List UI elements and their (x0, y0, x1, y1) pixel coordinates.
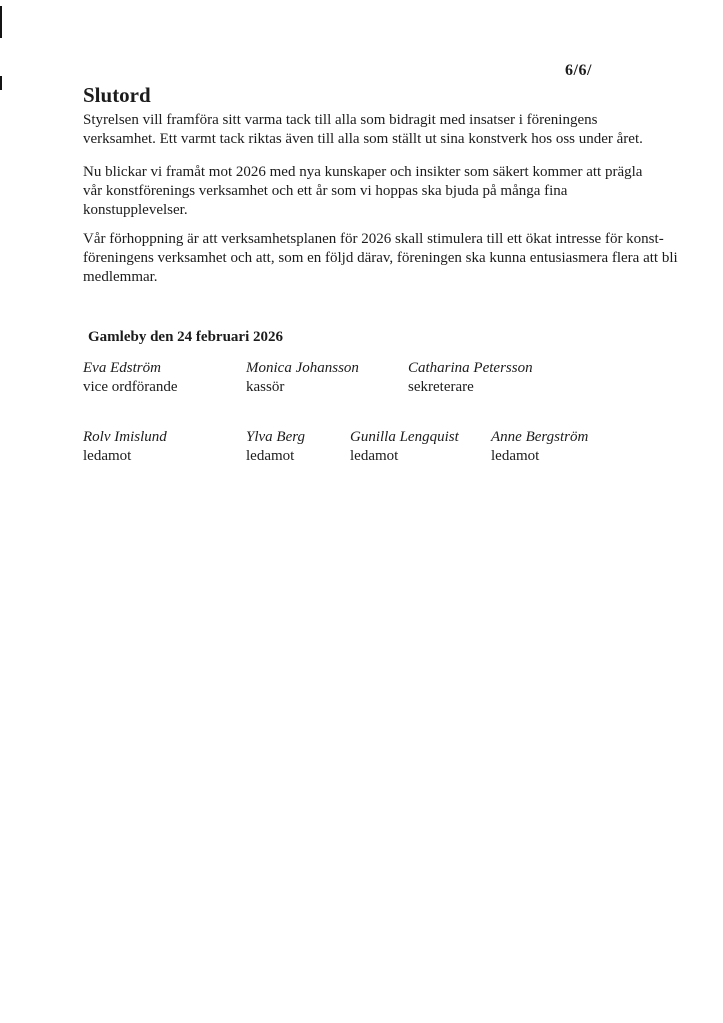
page-title: Slutord (83, 83, 151, 107)
paragraph-line: vår konstförenings verksamhet och ett år som vi hoppas ska bjuda på många fina (83, 183, 568, 199)
signer-title: ledamot (491, 448, 540, 464)
scan-artifact-line (0, 6, 2, 38)
signature-block (246, 359, 359, 397)
signature-block (350, 428, 459, 466)
signature-block (491, 428, 588, 466)
signature-block (246, 428, 305, 466)
signer-name: Eva Edström (83, 360, 161, 376)
paragraph-hope (83, 230, 678, 287)
paragraph-line: medlemmar. (83, 269, 158, 285)
scan-artifact-line (0, 76, 2, 90)
paragraph-thanks (83, 111, 643, 149)
paragraph-outlook (83, 163, 642, 220)
signer-name: Monica Johansson (246, 360, 359, 376)
signer-title: ledamot (246, 448, 295, 464)
signer-name: Ylva Berg (246, 429, 306, 445)
page-number: 6/6/ (565, 62, 592, 79)
paragraph-line: föreningens verksamhet och att, som en följd därav, föreningen ska kunna entusiasmera flera att bli (83, 250, 678, 266)
paragraph-line: Nu blickar vi framåt mot 2026 med nya kunskaper och insikter som säkert kommer att prägla (83, 164, 643, 180)
signer-title: ledamot (83, 448, 132, 464)
signer-title: ledamot (350, 448, 399, 464)
signer-title: vice ordförande (83, 379, 178, 395)
date-place-line: Gamleby den 24 februari 2026 (88, 329, 283, 345)
paragraph-line: Styrelsen vill framföra sitt varma tack till alla som bidragit med insatser i föreningens (83, 112, 598, 128)
signature-block (83, 428, 167, 466)
signer-title: sekreterare (408, 379, 474, 395)
signature-block (83, 359, 178, 397)
signer-name: Anne Bergström (491, 429, 589, 445)
signer-name: Gunilla Lengquist (350, 429, 459, 445)
signer-name: Catharina Petersson (408, 360, 533, 376)
paragraph-line: konstupplevelser. (83, 202, 188, 218)
signer-name: Rolv Imislund (83, 429, 167, 445)
signature-block (408, 359, 533, 397)
paragraph-line: Vår förhoppning är att verksamhetsplanen för 2026 skall stimulera till ett ökat intresse för konst- (83, 231, 664, 247)
paragraph-line: verksamhet. Ett varmt tack riktas även till alla som ställt ut sina konstverk hos oss under året. (83, 131, 643, 147)
signer-title: kassör (246, 379, 285, 395)
